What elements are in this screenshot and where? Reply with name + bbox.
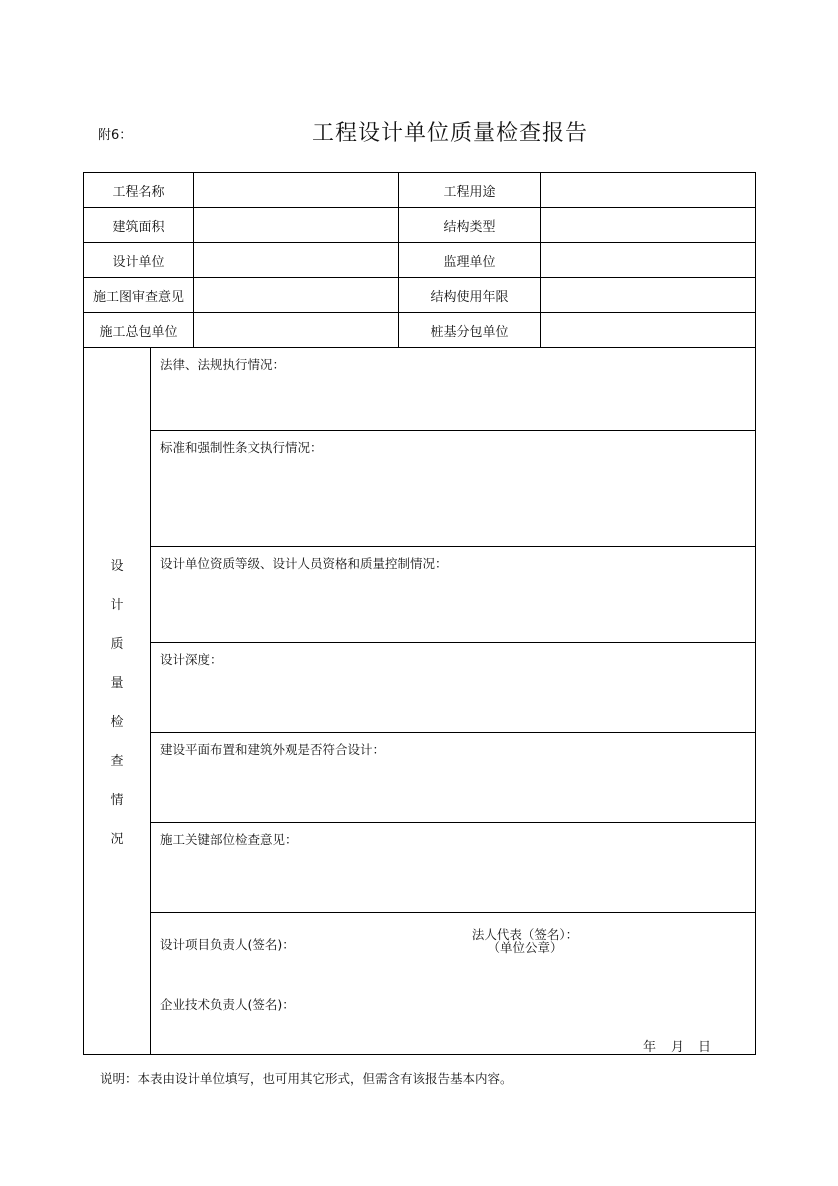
section-divider bbox=[150, 642, 756, 643]
general-contractor-field[interactable] bbox=[194, 313, 398, 347]
side-label-char: 质 bbox=[110, 637, 124, 652]
date-month: 月 bbox=[671, 1040, 685, 1055]
design-unit-field[interactable] bbox=[194, 243, 398, 277]
section-qualification: 设计单位资质等级、设计人员资格和质量控制情况： bbox=[160, 556, 448, 571]
side-label-char: 情 bbox=[110, 793, 124, 808]
pile-subcontractor-field[interactable] bbox=[541, 313, 755, 347]
section-divider bbox=[150, 546, 756, 547]
project-use-field[interactable] bbox=[541, 173, 755, 207]
supervision-unit-field[interactable] bbox=[541, 243, 755, 277]
section-divider bbox=[150, 732, 756, 733]
section-divider bbox=[150, 912, 756, 913]
section-design-depth: 设计深度： bbox=[160, 652, 223, 667]
tech-lead-signature[interactable]: 企业技术负责人(签名)： bbox=[160, 997, 295, 1012]
date-year: 年 bbox=[643, 1040, 657, 1055]
section-key-parts: 施工关键部位检查意见： bbox=[160, 832, 298, 847]
label-general-contractor: 施工总包单位 bbox=[99, 324, 178, 340]
building-area-field[interactable] bbox=[194, 208, 398, 242]
label-service-life: 结构使用年限 bbox=[430, 289, 509, 305]
legal-rep-label: 法人代表（签名）： bbox=[471, 927, 579, 942]
label-design-unit: 设计单位 bbox=[112, 254, 165, 270]
col-divider bbox=[150, 347, 151, 1054]
drawing-review-field[interactable] bbox=[194, 278, 398, 312]
structure-type-field[interactable] bbox=[541, 208, 755, 242]
section-divider bbox=[150, 430, 756, 431]
project-lead-signature[interactable]: 设计项目负责人(签名)： bbox=[160, 937, 295, 952]
label-supervision-unit: 监理单位 bbox=[443, 254, 496, 270]
table-border bbox=[755, 172, 756, 1055]
date-day: 日 bbox=[698, 1040, 712, 1055]
section-standards: 标准和强制性条文执行情况： bbox=[160, 440, 323, 455]
side-label-char: 计 bbox=[110, 598, 124, 613]
side-label-char: 查 bbox=[110, 754, 124, 769]
label-drawing-review: 施工图审查意见 bbox=[92, 289, 184, 305]
row-divider bbox=[83, 347, 756, 348]
section-laws: 法律、法规执行情况： bbox=[160, 357, 286, 372]
service-life-field[interactable] bbox=[541, 278, 755, 312]
section-divider bbox=[150, 822, 756, 823]
page-title: 工程设计单位质量检查报告 bbox=[311, 121, 588, 146]
appendix-label: 附6： bbox=[98, 128, 133, 143]
footnote: 说明：本表由设计单位填写，也可用其它形式，但需含有该报告基本内容。 bbox=[100, 1071, 513, 1086]
label-project-use: 工程用途 bbox=[443, 184, 496, 200]
side-label-char: 设 bbox=[110, 559, 124, 574]
legal-rep-signature[interactable] bbox=[440, 928, 610, 954]
label-project-name: 工程名称 bbox=[112, 184, 165, 200]
label-building-area: 建筑面积 bbox=[112, 219, 165, 235]
side-label-char: 量 bbox=[110, 676, 124, 691]
label-pile-subcontractor: 桩基分包单位 bbox=[430, 324, 509, 340]
side-label-char: 检 bbox=[110, 715, 124, 730]
project-name-field[interactable] bbox=[194, 173, 398, 207]
label-structure-type: 结构类型 bbox=[443, 219, 496, 235]
section-layout-appearance: 建设平面布置和建筑外观是否符合设计： bbox=[160, 742, 386, 757]
side-label-char: 况 bbox=[110, 832, 124, 847]
seal-label: （单位公章） bbox=[487, 940, 563, 955]
